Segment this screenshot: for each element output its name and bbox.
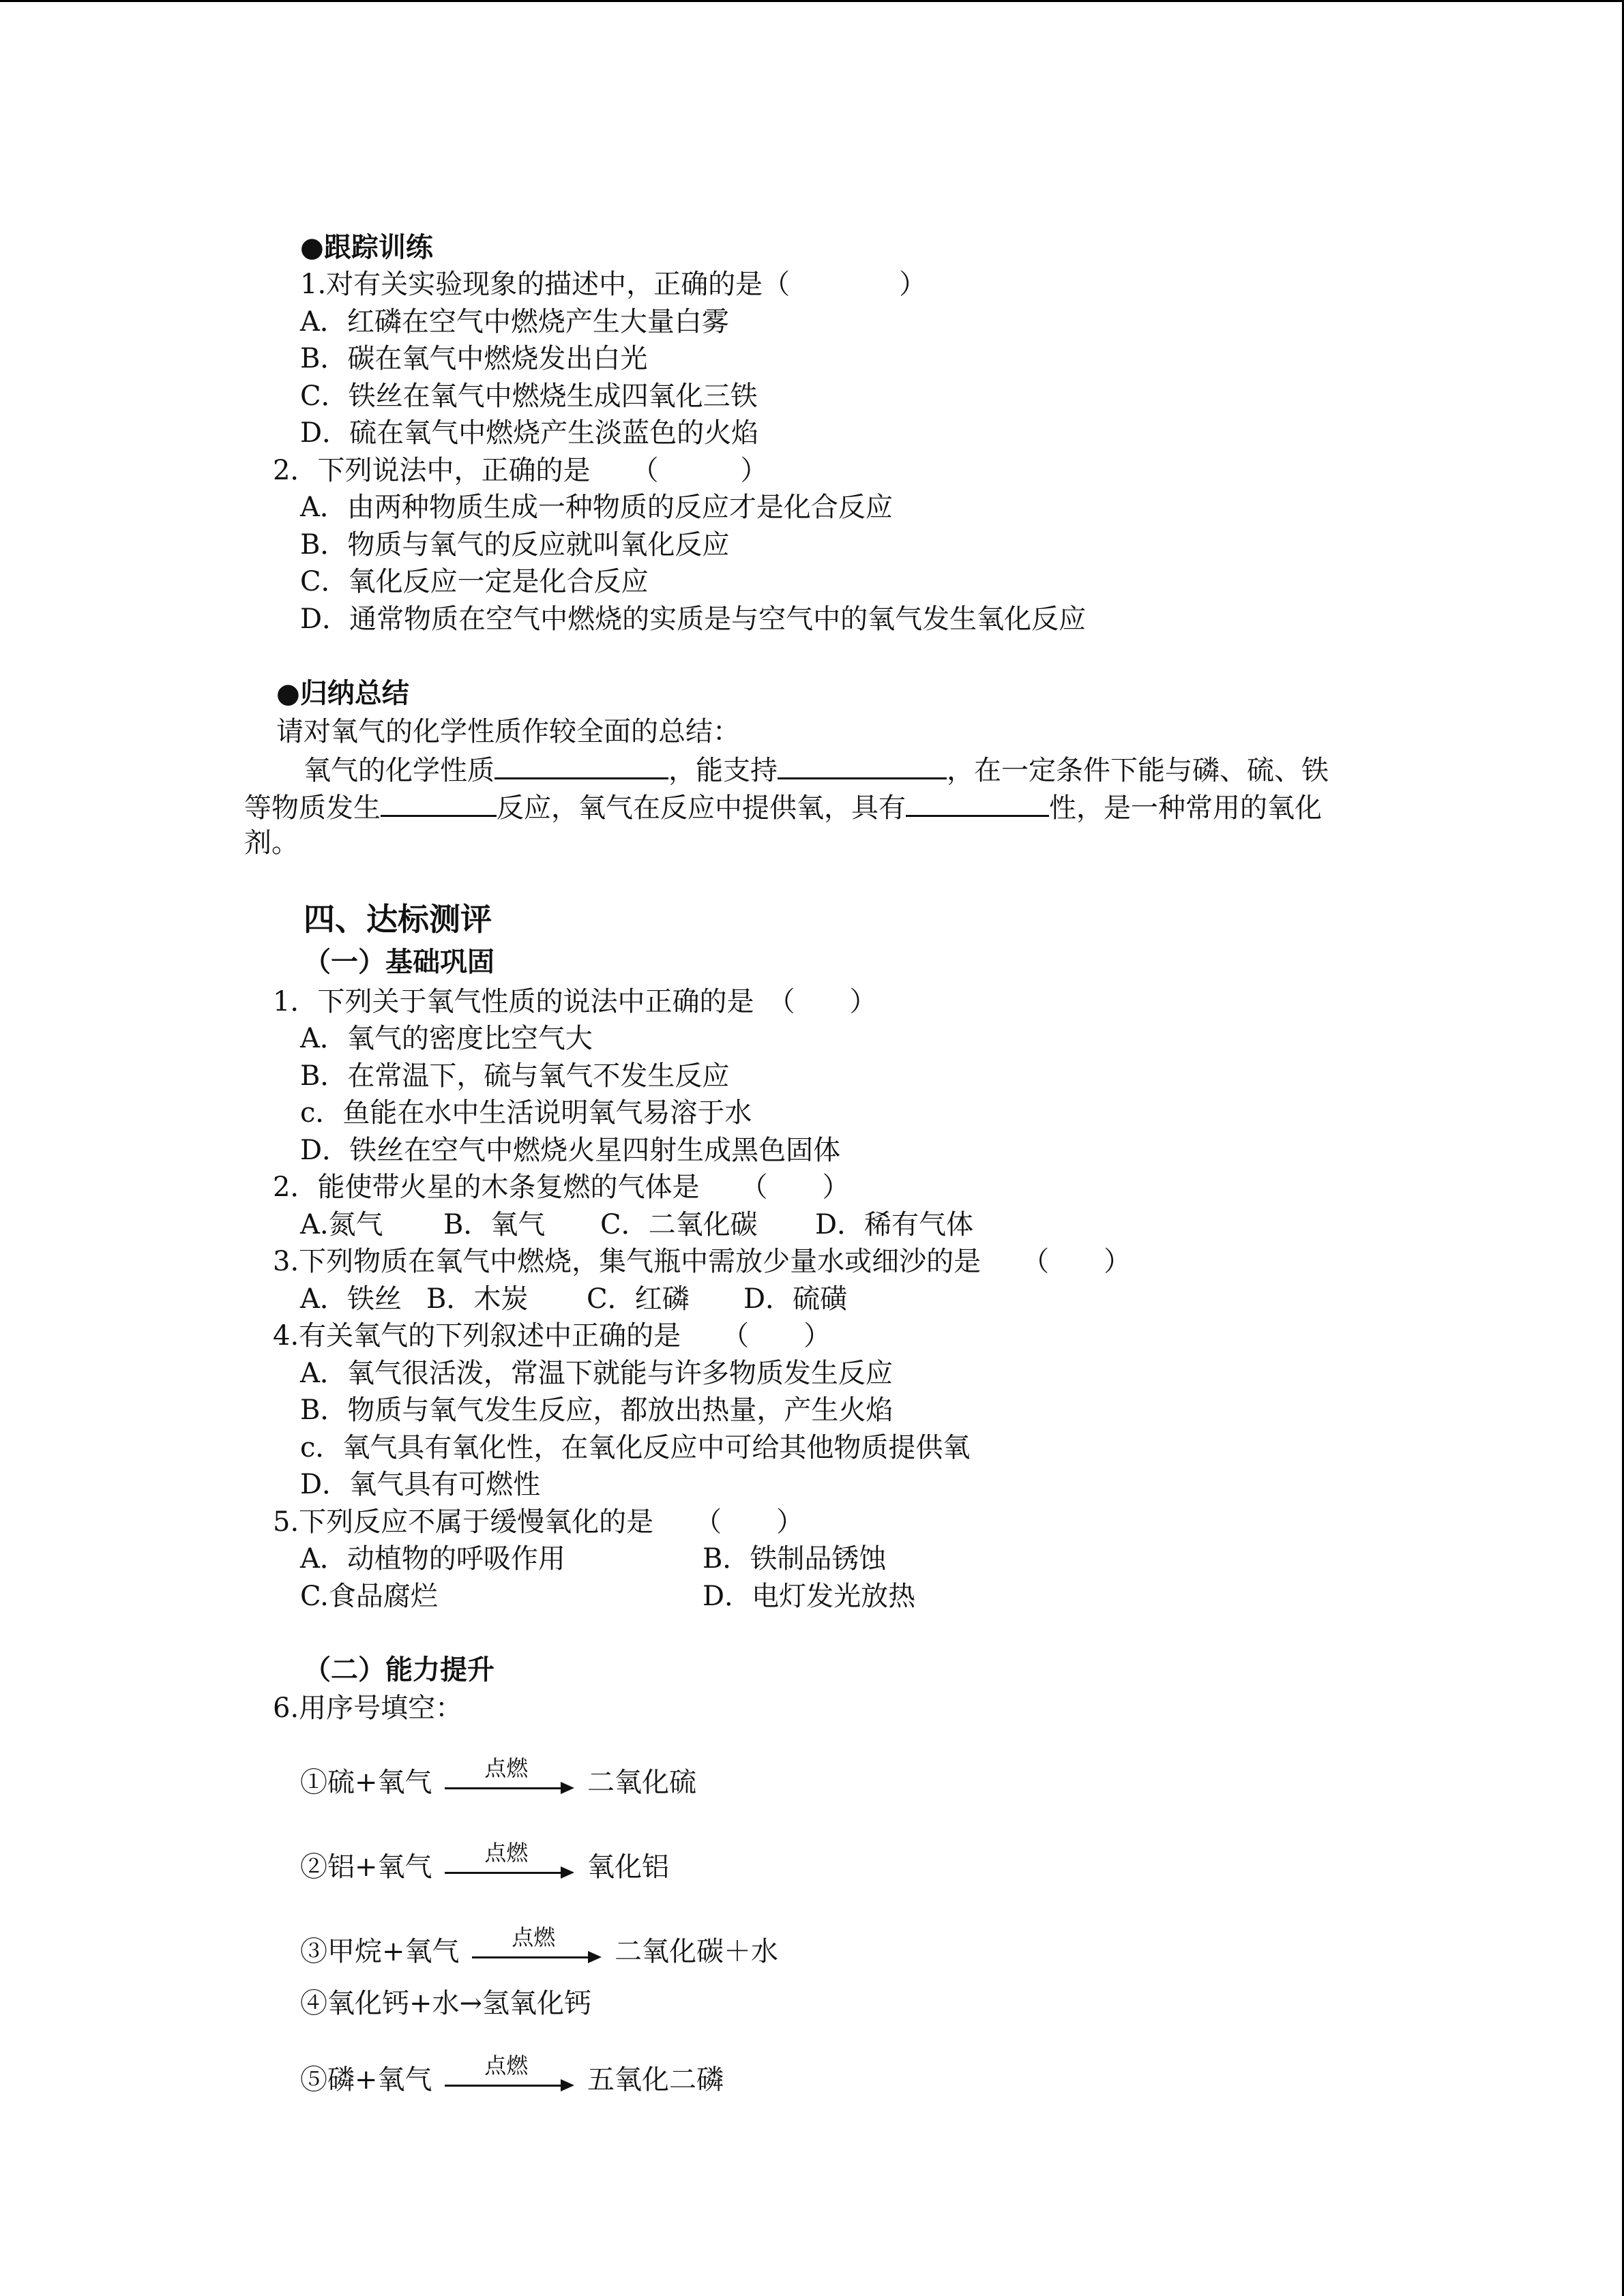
s4-q4-option-d: D．氧气具有可燃性	[300, 1469, 541, 1500]
summary-line-2	[244, 788, 1322, 826]
summary-line-1-text-b: ，能支持	[668, 755, 778, 786]
s4-q3-option-d: D．硫磺	[743, 1283, 848, 1315]
s4-q5-option-c: C.食品腐烂	[300, 1581, 438, 1612]
s4-q3-option-b: B．木炭	[426, 1283, 529, 1315]
s4-q1-option-b: B．在常温下，硫与氧气不发生反应	[300, 1060, 730, 1092]
summary-line-2-text-b: 反应，氧气在反应中提供氧，具有	[497, 792, 906, 824]
blank-chemical-property[interactable]	[494, 750, 668, 779]
s4-q3-stem: 3.下列物质在氧气中燃烧，集气瓶中需放少量水或细沙的是 （ ）	[273, 1246, 1132, 1277]
s4-q4-stem: 4.有关氧气的下列叙述中正确的是 （ ）	[273, 1320, 831, 1352]
summary-line-2-text-a: 等物质发生	[244, 792, 381, 824]
s4-q2-stem: 2．能使带火星的木条复燃的气体是 （ ）	[273, 1172, 850, 1203]
tracking-q2-stem: 2．下列说法中，正确的是 （ ）	[273, 455, 768, 486]
summary-line-2-text-c: 性，是一种常用的氧化	[1049, 792, 1322, 824]
tracking-heading: ●跟踪训练	[300, 231, 433, 263]
summary-line-3: 剂。	[244, 827, 299, 859]
blank-property[interactable]	[906, 788, 1049, 817]
summary-line-1-text-a: 氧气的化学性质	[304, 755, 494, 786]
s4-q5-option-a: A．动植物的呼吸作用	[300, 1543, 565, 1575]
reaction-3-condition: 点燃	[512, 1924, 556, 1950]
tracking-q1-option-c: C．铁丝在氧气中燃烧生成四氧化三铁	[300, 381, 758, 412]
s4-q5-option-b: B．铁制品锈蚀	[703, 1543, 887, 1575]
right-arrow-icon	[445, 1755, 574, 1801]
s4-q1-option-c: c．鱼能在水中生活说明氧气易溶于水	[300, 1097, 752, 1129]
tracking-q2-option-d: D．通常物质在空气中燃烧的实质是与空气中的氧气发生氧化反应	[300, 603, 1087, 635]
reaction-4-equation: ④氧化钙+水→氢氧化钙	[300, 1988, 592, 2019]
reaction-2	[300, 1840, 669, 1885]
s4-q4-option-a: A．氧气很活泼，常温下就能与许多物质发生反应	[300, 1358, 893, 1389]
s4-q1-stem: 1．下列关于氧气性质的说法中正确的是 （ ）	[273, 986, 877, 1017]
reaction-5	[300, 2053, 724, 2098]
reaction-1-condition: 点燃	[484, 1755, 529, 1781]
s4-q2-option-c: C．二氧化碳	[600, 1209, 758, 1240]
blank-supports[interactable]	[778, 750, 947, 779]
reaction-3	[300, 1924, 778, 1970]
reaction-5-condition: 点燃	[484, 2053, 529, 2078]
reaction-2-products: 氧化铝	[587, 1851, 669, 1883]
s4-q2-option-b: B．氧气	[443, 1209, 546, 1240]
section-4-heading: 四、达标测评	[304, 901, 492, 938]
right-arrow-icon	[472, 1924, 602, 1970]
summary-line-1-text-c: ，在一定条件下能与磷、硫、铁	[947, 755, 1329, 786]
summary-heading: ●归纳总结	[276, 677, 409, 709]
reaction-2-reactants: ②铝+氧气	[300, 1851, 432, 1883]
summary-line-1	[304, 750, 1329, 789]
reaction-1-reactants: ①硫+氧气	[300, 1767, 432, 1798]
s4-q2-option-a: A.氮气	[300, 1209, 383, 1240]
s4-q4-option-c: c．氧气具有氧化性，在氧化反应中可给其他物质提供氧	[300, 1432, 971, 1463]
blank-reaction-type[interactable]	[381, 788, 497, 817]
right-arrow-icon	[445, 1840, 574, 1885]
summary-prompt: 请对氧气的化学性质作较全面的总结：	[276, 716, 740, 747]
tracking-q2-option-a: A．由两种物质生成一种物质的反应才是化合反应	[300, 492, 893, 523]
s4-q1-option-d: D．铁丝在空气中燃烧火星四射生成黑色固体	[300, 1135, 841, 1166]
tracking-q2-option-b: B．物质与氧气的反应就叫氧化反应	[300, 529, 730, 561]
reaction-4	[300, 1983, 591, 2022]
s4-q5-option-d: D．电灯发光放热	[703, 1581, 916, 1612]
reaction-3-reactants: ③甲烷+氧气	[300, 1936, 460, 1967]
reaction-3-products: 二氧化碳＋水	[614, 1936, 778, 1967]
tracking-q2-option-c: C．氧化反应一定是化合反应	[300, 566, 649, 597]
right-arrow-icon	[445, 2053, 574, 2098]
s4-q1-option-a: A．氧气的密度比空气大	[300, 1023, 593, 1054]
s4-q2-option-d: D．稀有气体	[815, 1209, 974, 1240]
tracking-q1-option-a: A．红磷在空气中燃烧产生大量白雾	[300, 306, 729, 338]
s4-q6-stem: 6.用序号填空：	[273, 1693, 463, 1724]
s4-q3-option-a: A．铁丝	[300, 1283, 402, 1315]
s4-q3-option-c: C．红磷	[587, 1283, 690, 1315]
s4-q5-stem: 5.下列反应不属于缓慢氧化的是 （ ）	[273, 1506, 804, 1538]
reaction-5-products: 五氧化二磷	[587, 2064, 724, 2096]
tracking-q1-option-b: B．碳在氧气中燃烧发出白光	[300, 343, 648, 374]
part-2-heading: （二）能力提升	[304, 1654, 494, 1686]
tracking-q1-option-d: D．硫在氧气中燃烧产生淡蓝色的火焰	[300, 417, 759, 449]
s4-q4-option-b: B．物质与氧气发生反应，都放出热量，产生火焰	[300, 1395, 894, 1426]
part-1-heading: （一）基础巩固	[304, 946, 494, 978]
reaction-2-condition: 点燃	[484, 1840, 529, 1866]
reaction-1-products: 二氧化硫	[587, 1767, 696, 1798]
reaction-5-reactants: ⑤磷+氧气	[300, 2064, 432, 2096]
page-border-top	[0, 0, 1624, 2]
reaction-1	[300, 1755, 696, 1801]
tracking-q1-stem: 1.对有关实验现象的描述中，正确的是（ ）	[300, 269, 927, 300]
